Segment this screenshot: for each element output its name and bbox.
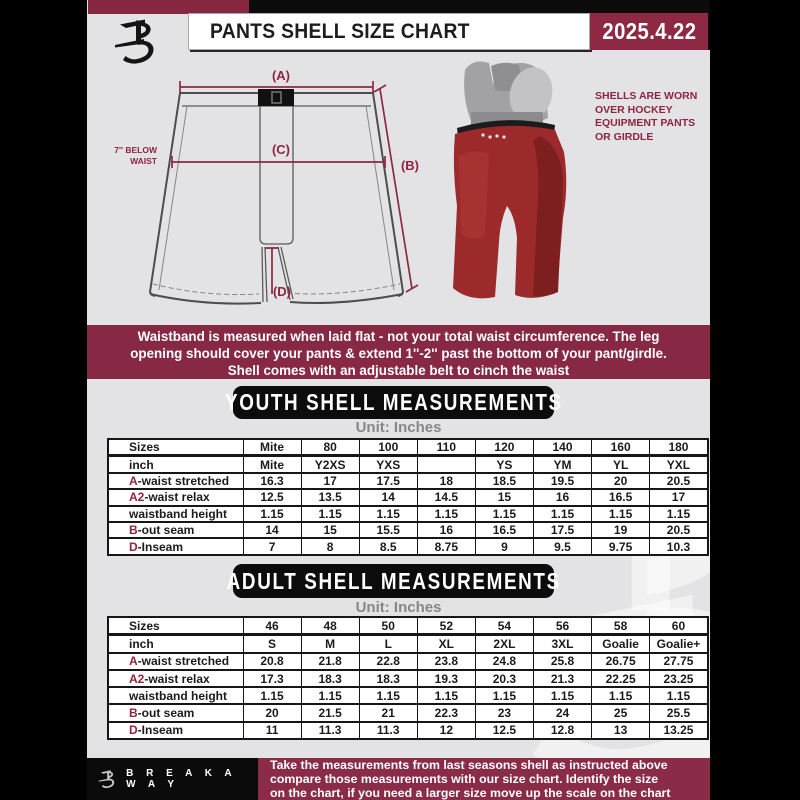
title-bar bbox=[188, 13, 590, 50]
value-cell: 25.5 bbox=[650, 704, 708, 721]
value-cell: 13 bbox=[592, 722, 650, 739]
row-label-cell: waistband height bbox=[108, 687, 243, 704]
value-cell: 120 bbox=[475, 439, 533, 456]
youth-size-table bbox=[107, 438, 709, 556]
caption-line: EQUIPMENT PANTS bbox=[595, 117, 696, 129]
value-cell: 17.3 bbox=[243, 670, 301, 687]
youth-unit-label: Unit: Inches bbox=[355, 419, 442, 436]
value-cell: 21.8 bbox=[301, 653, 359, 670]
value-cell: XL bbox=[417, 635, 475, 653]
value-cell: 1.15 bbox=[650, 687, 708, 704]
value-cell: 9.5 bbox=[533, 538, 591, 554]
value-cell: M bbox=[301, 635, 359, 653]
measure-letter: A bbox=[129, 654, 138, 669]
value-cell: 16 bbox=[417, 522, 475, 538]
value-cell: 16.5 bbox=[475, 522, 533, 538]
value-cell: Goalie+ bbox=[650, 635, 708, 653]
value-cell: Mite bbox=[243, 456, 301, 473]
value-cell: YL bbox=[592, 456, 650, 473]
value-cell: YM bbox=[533, 456, 591, 473]
value-cell: 80 bbox=[301, 439, 359, 456]
measure-letter: B bbox=[129, 523, 138, 538]
value-cell: 22.25 bbox=[592, 670, 650, 687]
waist-note-line1: 7'' BELOW bbox=[114, 145, 157, 155]
value-cell: 20 bbox=[592, 473, 650, 489]
value-cell: 1.15 bbox=[533, 506, 591, 522]
value-cell: Mite bbox=[243, 439, 301, 456]
value-cell: 140 bbox=[533, 439, 591, 456]
value-cell: 1.15 bbox=[475, 687, 533, 704]
value-cell: 1.15 bbox=[301, 687, 359, 704]
value-cell: 52 bbox=[417, 617, 475, 635]
value-cell: 1.15 bbox=[359, 687, 417, 704]
caption-line: OR GIRDLE bbox=[595, 130, 654, 143]
value-cell: 14.5 bbox=[417, 489, 475, 505]
value-cell: 15 bbox=[301, 522, 359, 538]
value-cell: 13.5 bbox=[301, 489, 359, 505]
footer-logo-icon bbox=[98, 766, 118, 792]
notice-line: opening should cover your pants & extend 1''-2'' past the bottom of your pant/girdle. bbox=[130, 346, 667, 361]
adult-table-wrap bbox=[107, 616, 709, 740]
page-title: PANTS SHELL SIZE CHART bbox=[210, 19, 470, 43]
value-cell: 12.8 bbox=[533, 722, 591, 739]
dim-label-a: (A) bbox=[271, 68, 291, 83]
measure-letter: A2 bbox=[129, 490, 145, 505]
footer-line: Take the measurements from last seasons shell as instructed above bbox=[270, 758, 668, 772]
table-row bbox=[108, 456, 708, 473]
value-cell: 24 bbox=[533, 704, 591, 721]
value-cell: 1.15 bbox=[533, 687, 591, 704]
pants-diagram bbox=[135, 70, 425, 310]
youth-banner-text: YOUTH SHELL MEASUREMENTS bbox=[224, 389, 563, 415]
waist-note bbox=[105, 145, 157, 166]
value-cell: 48 bbox=[301, 617, 359, 635]
value-cell: Goalie bbox=[592, 635, 650, 653]
value-cell: 19.5 bbox=[533, 473, 591, 489]
value-cell: 1.15 bbox=[650, 506, 708, 522]
row-label-cell: Sizes bbox=[108, 439, 243, 456]
value-cell: 8.5 bbox=[359, 538, 417, 554]
row-label-cell: Sizes bbox=[108, 617, 243, 635]
value-cell: 14 bbox=[359, 489, 417, 505]
table-row bbox=[108, 670, 708, 687]
value-cell: 1.15 bbox=[243, 506, 301, 522]
row-label-cell: D-Inseam bbox=[108, 538, 243, 554]
value-cell: 14 bbox=[243, 522, 301, 538]
value-cell: 60 bbox=[650, 617, 708, 635]
value-cell: 19.3 bbox=[417, 670, 475, 687]
table-header-row bbox=[108, 617, 708, 635]
value-cell: 20 bbox=[243, 704, 301, 721]
value-cell: YXL bbox=[650, 456, 708, 473]
row-label-cell: D-Inseam bbox=[108, 722, 243, 739]
value-cell: 17.5 bbox=[533, 522, 591, 538]
value-cell: 17 bbox=[650, 489, 708, 505]
value-cell: 12.5 bbox=[475, 722, 533, 739]
value-cell: 20.8 bbox=[243, 653, 301, 670]
photo-caption bbox=[595, 90, 710, 144]
footer-brand-box bbox=[87, 758, 258, 800]
measure-letter: A bbox=[129, 473, 138, 488]
value-cell: 1.15 bbox=[417, 687, 475, 704]
value-cell: 12 bbox=[417, 722, 475, 739]
value-cell: 1.15 bbox=[301, 506, 359, 522]
youth-table-wrap bbox=[107, 438, 709, 556]
value-cell: 10.3 bbox=[650, 538, 708, 554]
table-row bbox=[108, 687, 708, 704]
value-cell: 24.8 bbox=[475, 653, 533, 670]
breakaway-logo-icon bbox=[104, 16, 172, 66]
value-cell: 1.15 bbox=[592, 687, 650, 704]
value-cell: 12.5 bbox=[243, 489, 301, 505]
measure-letter: A2 bbox=[129, 671, 145, 686]
value-cell: 23.8 bbox=[417, 653, 475, 670]
value-cell: 17 bbox=[301, 473, 359, 489]
value-cell: 54 bbox=[475, 617, 533, 635]
value-cell: 8 bbox=[301, 538, 359, 554]
table-row bbox=[108, 489, 708, 505]
value-cell: 18.5 bbox=[475, 473, 533, 489]
measure-letter: B bbox=[129, 706, 138, 721]
value-cell: 23.25 bbox=[650, 670, 708, 687]
size-chart-page bbox=[87, 0, 710, 800]
row-label-cell: A-waist stretched bbox=[108, 653, 243, 670]
table-row bbox=[108, 506, 708, 522]
adult-size-table bbox=[107, 616, 709, 740]
dim-label-d: (D) bbox=[272, 284, 292, 299]
dim-label-b: (B) bbox=[400, 158, 420, 173]
value-cell: 21.5 bbox=[301, 704, 359, 721]
table-row bbox=[108, 473, 708, 489]
footer-line: compare those measurements with our size chart. Identify the size bbox=[270, 771, 659, 786]
value-cell: 25 bbox=[592, 704, 650, 721]
value-cell: YS bbox=[475, 456, 533, 473]
row-label-cell: A2-waist relax bbox=[108, 489, 243, 505]
value-cell: 26.75 bbox=[592, 653, 650, 670]
value-cell: 110 bbox=[417, 439, 475, 456]
value-cell: Y2XS bbox=[301, 456, 359, 473]
value-cell bbox=[417, 456, 475, 473]
table-row bbox=[108, 704, 708, 721]
header-accent-strip bbox=[88, 0, 249, 14]
value-cell: 1.15 bbox=[417, 506, 475, 522]
value-cell: 27.75 bbox=[650, 653, 708, 670]
value-cell: S bbox=[243, 635, 301, 653]
value-cell: 17.5 bbox=[359, 473, 417, 489]
youth-section-banner bbox=[224, 386, 563, 419]
value-cell: 16 bbox=[533, 489, 591, 505]
value-cell: 2XL bbox=[475, 635, 533, 653]
adult-unit-label: Unit: Inches bbox=[355, 599, 442, 616]
value-cell: 8.75 bbox=[417, 538, 475, 554]
measure-letter: D bbox=[129, 539, 138, 554]
row-label-cell: A2-waist relax bbox=[108, 670, 243, 687]
value-cell: 23 bbox=[475, 704, 533, 721]
value-cell: 11.3 bbox=[301, 722, 359, 739]
value-cell: L bbox=[359, 635, 417, 653]
value-cell: 46 bbox=[243, 617, 301, 635]
value-cell: 100 bbox=[359, 439, 417, 456]
value-cell: 21.3 bbox=[533, 670, 591, 687]
value-cell: 7 bbox=[243, 538, 301, 554]
value-cell: 20.3 bbox=[475, 670, 533, 687]
notice-line: Waistband is measured when laid flat - not your total waist circumference. The leg bbox=[137, 329, 660, 344]
adult-banner-text: ADULT SHELL MEASUREMENTS bbox=[226, 567, 561, 594]
caption-line: OVER HOCKEY bbox=[595, 103, 673, 116]
value-cell: YXS bbox=[359, 456, 417, 473]
value-cell: 1.15 bbox=[592, 506, 650, 522]
value-cell: 3XL bbox=[533, 635, 591, 653]
value-cell: 20.5 bbox=[650, 522, 708, 538]
value-cell: 11.3 bbox=[359, 722, 417, 739]
value-cell: 16.3 bbox=[243, 473, 301, 489]
footer-line: on the chart, if you need a larger size move up the scale on the chart bbox=[270, 785, 671, 800]
waist-note-line2: WAIST bbox=[130, 155, 157, 166]
value-cell: 160 bbox=[592, 439, 650, 456]
row-label-cell: B-out seam bbox=[108, 704, 243, 721]
table-header-row bbox=[108, 439, 708, 456]
row-label-cell: A-waist stretched bbox=[108, 473, 243, 489]
value-cell: 56 bbox=[533, 617, 591, 635]
value-cell: 13.25 bbox=[650, 722, 708, 739]
notice-line: Shell comes with an adjustable belt to cinch the waist bbox=[227, 363, 570, 378]
measurement-notice bbox=[87, 325, 710, 379]
table-row bbox=[108, 635, 708, 653]
measure-letter: D bbox=[129, 723, 138, 738]
table-row bbox=[108, 538, 708, 554]
value-cell: 18.3 bbox=[359, 670, 417, 687]
row-label-cell: inch bbox=[108, 456, 243, 473]
value-cell: 19 bbox=[592, 522, 650, 538]
value-cell: 20.5 bbox=[650, 473, 708, 489]
value-cell: 15 bbox=[475, 489, 533, 505]
date-text: 2025.4.22 bbox=[601, 18, 696, 44]
value-cell: 18.3 bbox=[301, 670, 359, 687]
table-row bbox=[108, 653, 708, 670]
row-label-cell: inch bbox=[108, 635, 243, 653]
value-cell: 9.75 bbox=[592, 538, 650, 554]
value-cell: 180 bbox=[650, 439, 708, 456]
value-cell: 9 bbox=[475, 538, 533, 554]
value-cell: 21 bbox=[359, 704, 417, 721]
brand-name: B R E A K A W A Y bbox=[126, 768, 237, 790]
value-cell: 15.5 bbox=[359, 522, 417, 538]
row-label-cell: B-out seam bbox=[108, 522, 243, 538]
value-cell: 11 bbox=[243, 722, 301, 739]
table-row bbox=[108, 722, 708, 739]
value-cell: 58 bbox=[592, 617, 650, 635]
value-cell: 18 bbox=[417, 473, 475, 489]
value-cell: 1.15 bbox=[243, 687, 301, 704]
caption-line: SHELLS ARE WORN bbox=[595, 90, 698, 102]
value-cell: 25.8 bbox=[533, 653, 591, 670]
value-cell: 22.3 bbox=[417, 704, 475, 721]
value-cell: 16.5 bbox=[592, 489, 650, 505]
adult-section-banner bbox=[226, 564, 561, 598]
value-cell: 1.15 bbox=[475, 506, 533, 522]
value-cell: 22.8 bbox=[359, 653, 417, 670]
table-row bbox=[108, 522, 708, 538]
pants-photo bbox=[445, 56, 605, 304]
dim-label-c: (C) bbox=[271, 142, 291, 157]
row-label-cell: waistband height bbox=[108, 506, 243, 522]
value-cell: 1.15 bbox=[359, 506, 417, 522]
date-badge bbox=[590, 13, 708, 50]
footer-instructions bbox=[258, 758, 710, 800]
value-cell: 50 bbox=[359, 617, 417, 635]
